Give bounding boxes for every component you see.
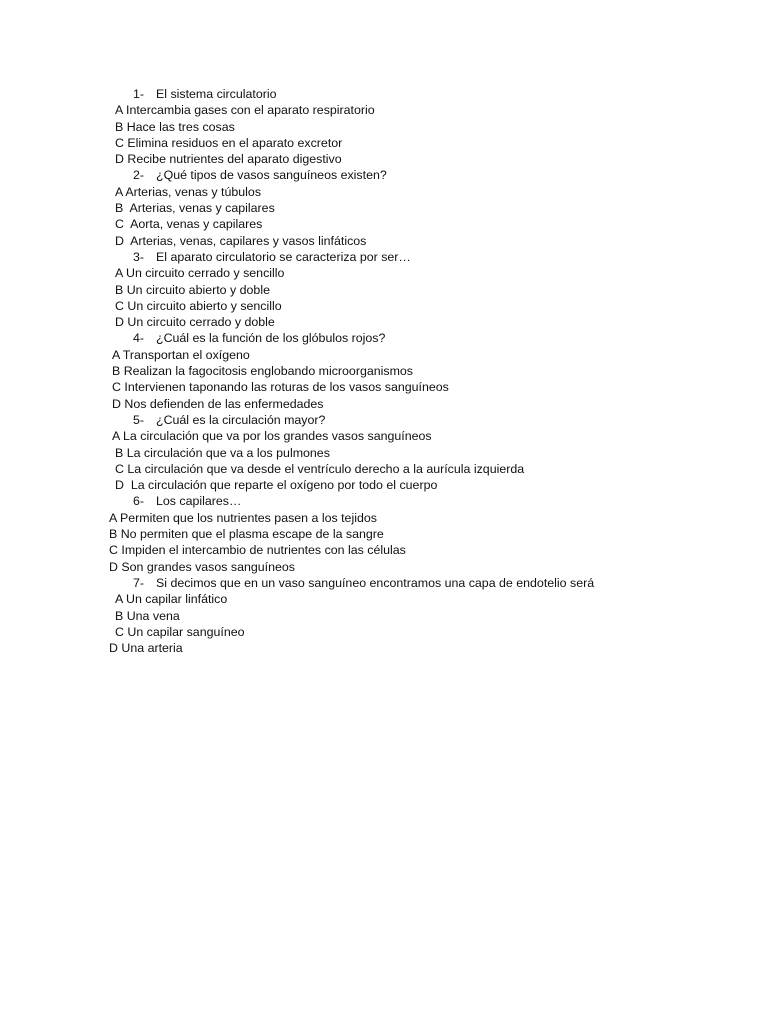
question-5: [0, 412, 768, 428]
option-1a: A Intercambia gases con el aparato respiratorio: [115, 103, 375, 118]
question-text: El aparato circulatorio se caracteriza por ser…: [156, 249, 411, 264]
option-5b: B La circulación que va a los pulmones: [115, 445, 330, 460]
option-5a: A La circulación que va por los grandes vasos sanguíneos: [112, 429, 432, 444]
option-4d: D Nos defienden de las enfermedades: [112, 396, 324, 411]
question-number: 6-: [133, 494, 145, 509]
question-2: [0, 167, 768, 183]
question-text: ¿Cuál es la función de los glóbulos rojos?: [156, 331, 386, 346]
option-3b: B Un circuito abierto y doble: [115, 282, 270, 297]
question-6: [0, 493, 768, 509]
option-3d: D Un circuito cerrado y doble: [115, 315, 275, 330]
option-1d: D Recibe nutrientes del aparato digestivo: [115, 152, 342, 167]
option-6c: C Impiden el intercambio de nutrientes con las células: [109, 543, 406, 558]
option-5c: C La circulación que va desde el ventrículo derecho a la aurícula izquierda: [115, 461, 525, 476]
option-2d: D Arterias, venas, capilares y vasos linfáticos: [115, 233, 367, 248]
question-text: ¿Qué tipos de vasos sanguíneos existen?: [156, 168, 387, 183]
option-7a: A Un capilar linfático: [115, 592, 228, 607]
question-text: El sistema circulatorio: [156, 87, 277, 101]
option-3a: A Un circuito cerrado y sencillo: [115, 266, 285, 281]
question-text: Si decimos que en un vaso sanguíneo encontramos una capa de endotelio será: [156, 575, 595, 590]
option-2b: B Arterias, venas y capilares: [115, 201, 275, 216]
question-number: 3-: [133, 249, 145, 264]
question-1: [0, 86, 768, 102]
question-number: 1-: [133, 87, 145, 101]
option-6d: D Son grandes vasos sanguíneos: [109, 559, 295, 574]
option-4c: C Intervienen taponando las roturas de los vasos sanguíneos: [112, 380, 449, 395]
question-7: [0, 575, 768, 591]
question-3: [0, 249, 768, 265]
question-number: 5-: [133, 412, 145, 427]
question-4: [0, 330, 768, 346]
option-6a: A Permiten que los nutrientes pasen a los tejidos: [109, 510, 377, 525]
option-5d: D La circulación que reparte el oxígeno por todo el cuerpo: [115, 478, 438, 493]
question-text: Los capilares…: [156, 494, 242, 509]
option-2a: A Arterias, venas y túbulos: [115, 184, 262, 199]
option-6b: B No permiten que el plasma escape de la sangre: [109, 527, 384, 542]
question-number: 4-: [133, 331, 145, 346]
option-1b: B Hace las tres cosas: [115, 119, 235, 134]
option-2c: C Aorta, venas y capilares: [115, 217, 263, 232]
question-number: 7-: [133, 575, 145, 590]
question-text: ¿Cuál es la circulación mayor?: [156, 412, 326, 427]
quiz-document: [0, 86, 768, 656]
option-4b: B Realizan la fagocitosis englobando microorganismos: [112, 364, 413, 379]
question-number: 2-: [133, 168, 145, 183]
option-3c: C Un circuito abierto y sencillo: [115, 298, 282, 313]
option-7b: B Una vena: [115, 608, 180, 623]
option-7d: D Una arteria: [109, 641, 183, 656]
option-7c: C Un capilar sanguíneo: [115, 624, 245, 639]
option-4a: A Transportan el oxígeno: [112, 347, 250, 362]
option-1c: C Elimina residuos en el aparato excretor: [115, 135, 343, 150]
